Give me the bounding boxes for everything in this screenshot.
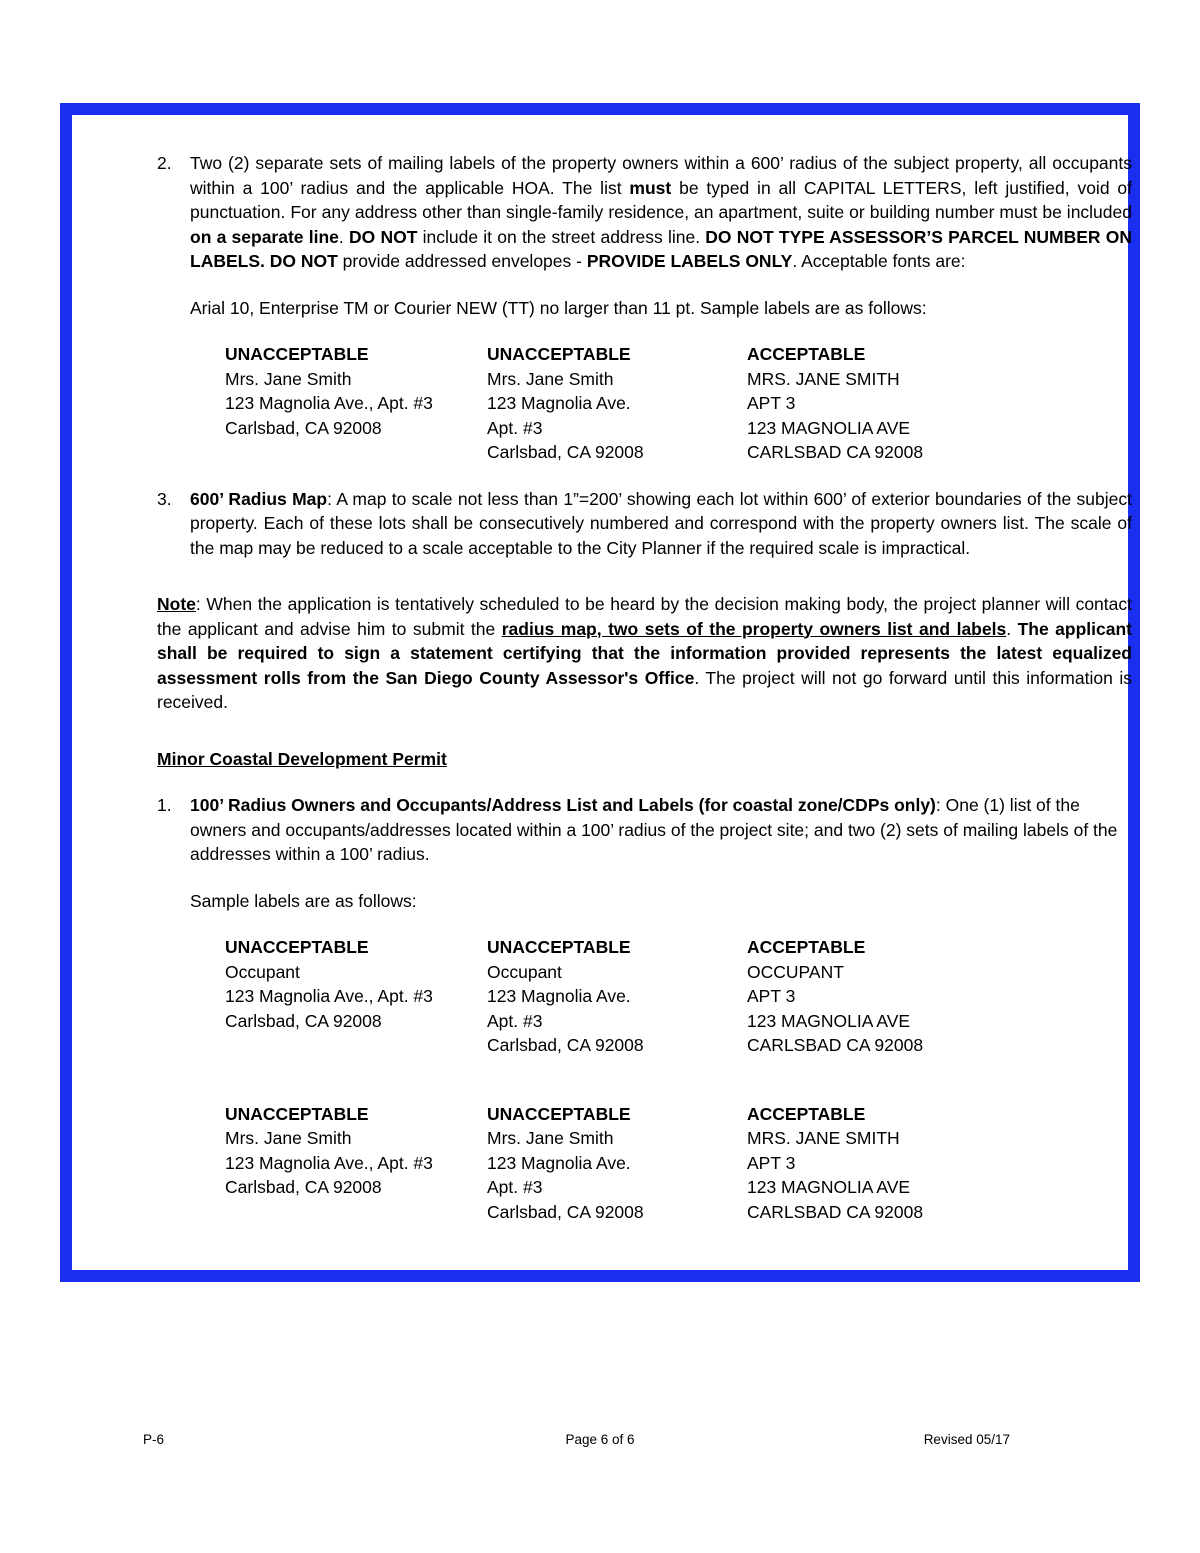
label-line: CARLSBAD CA 92008 [747, 1035, 924, 1055]
item2-bold-2: on a separate line [190, 226, 339, 247]
label-column-heading: UNACCEPTABLE [487, 1103, 631, 1124]
spacer [72, 560, 1152, 592]
sample-labels-group-600 [72, 342, 1152, 465]
labels-row [225, 935, 1152, 1058]
label-line: Apt. #3 [487, 1177, 543, 1197]
sample-labels-group-occupant [72, 935, 1152, 1058]
blue-border-frame [60, 103, 1140, 1282]
list-item-3 [72, 487, 1152, 561]
labels-row [225, 1102, 1152, 1225]
note-text-3: . The project will not go forward until this information is received. [157, 667, 1133, 712]
label-line: Carlsbad, CA 92008 [487, 1201, 644, 1222]
note-bold-sentence: The applicant shall be required to sign a statement certifying that the information provided represents the latest equalized assessment rolls from the San Diego County Assessor's Office [157, 618, 1132, 688]
label-line: Occupant [487, 961, 562, 982]
label-line: MRS. JANE SMITH [747, 1128, 900, 1148]
item2-bold-5: PROVIDE LABELS ONLY [586, 251, 793, 271]
label-line: 123 MAGNOLIA AVE [747, 1177, 911, 1197]
label-line: MRS. JANE SMITH [747, 368, 900, 389]
note-label: Note [157, 594, 196, 614]
spacer [72, 274, 1152, 296]
sample-labels-line: Sample labels are as follows: [190, 890, 417, 911]
spacer [72, 1058, 1152, 1102]
list-item-1 [72, 793, 1152, 867]
list-marker-3: 3. [157, 488, 172, 509]
label-line: 123 Magnolia Ave. [487, 986, 631, 1006]
acceptable-fonts-line: Arial 10, Enterprise TM or Courier NEW (TT) no larger than 11 pt. Sample labels are as follows: [190, 297, 927, 318]
list-item-3-paragraph [190, 487, 1132, 561]
label-column-heading: UNACCEPTABLE [225, 937, 369, 957]
label-line: CARLSBAD CA 92008 [747, 1201, 924, 1222]
label-line: OCCUPANT [747, 961, 844, 982]
spacer [72, 913, 1152, 935]
page-footer [0, 1430, 1200, 1460]
label-line: Occupant [225, 961, 300, 982]
section-heading-minor-coastal: Minor Coastal Development Permit [157, 748, 447, 769]
note-text-2: . [1006, 618, 1018, 639]
label-column-unacceptable-1 [225, 1102, 487, 1225]
label-line: Mrs. Jane Smith [225, 368, 352, 389]
label-line: APT 3 [747, 393, 796, 413]
list-marker-2: 2. [157, 153, 172, 173]
footer-revision-date: Revised 05/17 [923, 1432, 1010, 1447]
label-line: Apt. #3 [487, 1010, 543, 1031]
label-line: Mrs. Jane Smith [487, 1128, 614, 1148]
item2-bold-1: must [629, 177, 672, 198]
label-column-heading: UNACCEPTABLE [487, 344, 631, 364]
item2-text-6: . Acceptable fonts are: [792, 251, 966, 271]
label-line: 123 Magnolia Ave. [487, 393, 631, 413]
label-line: Mrs. Jane Smith [225, 1128, 352, 1148]
label-line: 123 Magnolia Ave., Apt. #3 [225, 986, 433, 1006]
label-column-unacceptable-1 [225, 342, 487, 465]
label-column-unacceptable-2 [487, 342, 747, 465]
spacer [72, 465, 1152, 487]
label-column-unacceptable-1 [225, 935, 487, 1058]
item2-text-2: be typed in all CAPITAL LETTERS, left justified, void of punctuation. For any address other than single-family residence, an apartment, suite or building number must be included [190, 177, 1132, 222]
label-column-acceptable [747, 1102, 1067, 1225]
label-line: Apt. #3 [487, 417, 543, 438]
item2-text-1: Two (2) separate sets of mailing labels of the property owners within a 600’ radius of the subject property, all occupants within a 100’ radius and the applicable HOA. The list [190, 153, 1132, 198]
label-column-acceptable [747, 935, 1067, 1058]
item2-text-5: provide addressed envelopes - [337, 251, 587, 271]
label-column-unacceptable-2 [487, 935, 747, 1058]
list-marker-1: 1. [157, 795, 172, 815]
labels-row [225, 342, 1152, 465]
label-line: Carlsbad, CA 92008 [225, 417, 382, 438]
list-item-2 [72, 151, 1152, 274]
footer-page-number: Page 6 of 6 [565, 1432, 635, 1447]
spacer [72, 320, 1152, 342]
label-column-heading: UNACCEPTABLE [487, 937, 631, 957]
item1-bold-lead: 100’ Radius Owners and Occupants/Address List and Labels (for coastal zone/CDPs only) [190, 795, 936, 815]
label-line: 123 Magnolia Ave., Apt. #3 [225, 1152, 433, 1173]
item2-text-4: include it on the street address line. [417, 226, 706, 247]
item2-bold-3: DO NOT [349, 226, 418, 247]
label-column-heading: UNACCEPTABLE [225, 344, 369, 364]
footer-document-code: P-6 [143, 1432, 165, 1447]
label-column-unacceptable-2 [487, 1102, 747, 1225]
label-line: APT 3 [747, 1152, 796, 1173]
label-column-heading: ACCEPTABLE [747, 1103, 866, 1124]
label-line: 123 MAGNOLIA AVE [747, 417, 911, 438]
label-line: Carlsbad, CA 92008 [225, 1177, 382, 1197]
label-line: 123 Magnolia Ave., Apt. #3 [225, 393, 433, 413]
label-line: 123 MAGNOLIA AVE [747, 1010, 911, 1031]
label-line: Carlsbad, CA 92008 [225, 1010, 382, 1031]
spacer [72, 867, 1152, 889]
spacer [72, 715, 1152, 747]
label-column-acceptable [747, 342, 1067, 465]
sample-labels-group-owner [72, 1102, 1152, 1225]
label-column-heading: ACCEPTABLE [747, 344, 866, 364]
label-line: Mrs. Jane Smith [487, 368, 614, 389]
list-item-2-paragraph [190, 151, 1132, 274]
label-line: 123 Magnolia Ave. [487, 1152, 631, 1173]
note-underline-bold: radius map, two sets of the property owners list and labels [501, 618, 1007, 639]
label-line: Carlsbad, CA 92008 [487, 442, 644, 462]
item2-bold-4: DO NOT TYPE ASSESSOR’S PARCEL NUMBER ON LABELS. DO NOT [190, 226, 1132, 271]
label-column-heading: UNACCEPTABLE [225, 1103, 369, 1124]
item3-text: : A map to scale not less than 1”=200’ showing each lot within 600’ of exterior boundaries of the subject property. Each of these lots shall be consecutively numbered and correspond with the property owners list. The scale of the map may be reduced to a scale acceptable to the City Planner if the required scale is impractical. [190, 488, 1132, 558]
page-content [72, 115, 1152, 1224]
label-line: Carlsbad, CA 92008 [487, 1035, 644, 1055]
item1-text: : One (1) list of the owners and occupants/addresses located within a 100’ radius of the project site; and two (2) sets of mailing labels of the addresses within a 100’ radius. [190, 795, 1118, 864]
item2-text-3: . [338, 226, 349, 247]
spacer [72, 771, 1152, 793]
item3-bold-lead: 600’ Radius Map [190, 488, 328, 509]
label-line: CARLSBAD CA 92008 [747, 442, 924, 462]
label-column-heading: ACCEPTABLE [747, 937, 866, 957]
label-line: APT 3 [747, 986, 796, 1006]
note-paragraph [72, 592, 1152, 715]
list-item-1-paragraph [190, 793, 1132, 867]
note-text-1: : When the application is tentatively scheduled to be heard by the decision making body, the project planner will contact the applicant and advise him to submit the [157, 594, 1132, 639]
